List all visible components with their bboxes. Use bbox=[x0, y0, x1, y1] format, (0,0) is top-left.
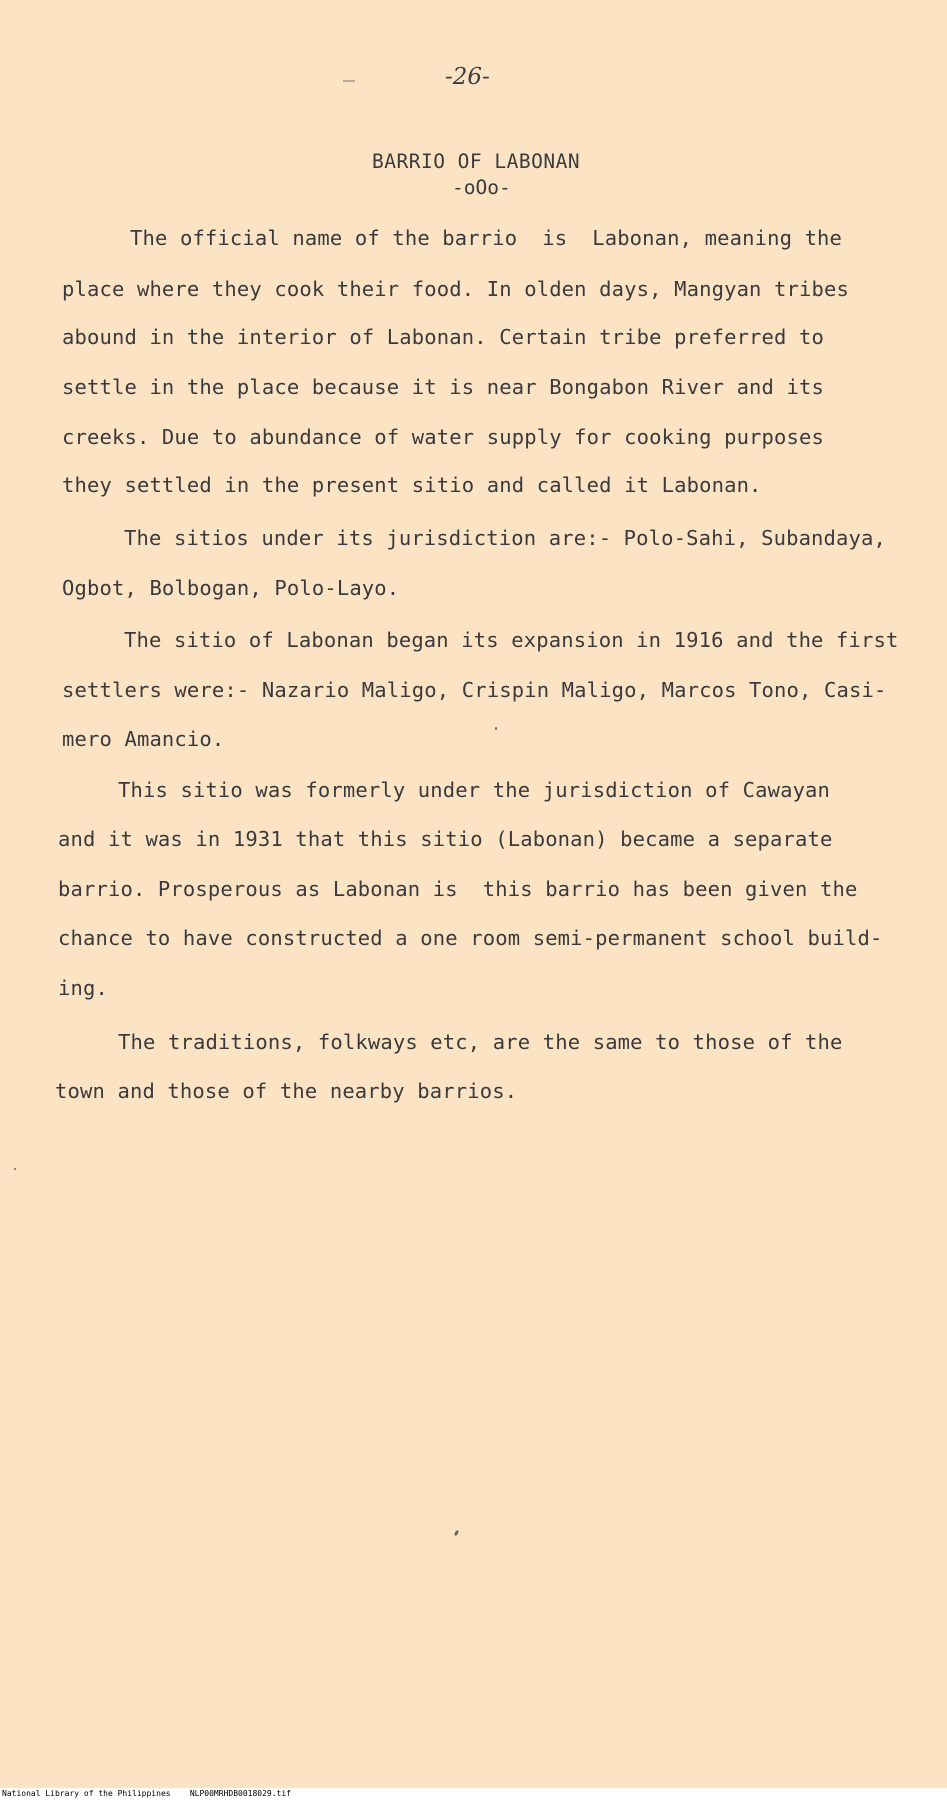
text-line: The official name of the barrio is Labonan, meaning the bbox=[130, 226, 843, 250]
text-line: The traditions, folkways etc, are the same to those of the bbox=[118, 1030, 843, 1054]
text-line: The sitio of Labonan began its expansion in 1916 and the first bbox=[124, 628, 899, 652]
text-line: and it was in 1931 that this sitio (Labonan) became a separate bbox=[58, 827, 833, 851]
ink-speck bbox=[14, 1168, 16, 1170]
footer-caption bbox=[2, 1789, 291, 1798]
footer-library: National Library of the Philippines bbox=[2, 1789, 171, 1798]
text-line: Ogbot, Bolbogan, Polo-Layo. bbox=[62, 576, 400, 600]
text-line: The sitios under its jurisdiction are:- Polo-Sahi, Subandaya, bbox=[124, 526, 887, 550]
stray-mark bbox=[343, 80, 355, 82]
text-line: settle in the place because it is near Bongabon River and its bbox=[62, 375, 825, 399]
ink-speck bbox=[454, 1530, 460, 1537]
page-number: -26- bbox=[445, 64, 490, 90]
ink-speck bbox=[495, 727, 497, 730]
document-title: BARRIO OF LABONAN bbox=[372, 150, 581, 173]
text-line: barrio. Prosperous as Labonan is this barrio has been given the bbox=[58, 877, 858, 901]
text-line: This sitio was formerly under the jurisdiction of Cawayan bbox=[118, 778, 831, 802]
text-line: chance to have constructed a one room semi-permanent school build- bbox=[58, 926, 883, 950]
text-line: abound in the interior of Labonan. Certain tribe preferred to bbox=[62, 325, 825, 349]
text-line: settlers were:- Nazario Maligo, Crispin Maligo, Marcos Tono, Casi- bbox=[62, 678, 887, 702]
footer-file: NLP00MRHDB0018029.tif bbox=[189, 1789, 291, 1798]
text-line: ing. bbox=[58, 976, 108, 1000]
title-ornament: -oOo- bbox=[452, 176, 511, 199]
text-line: town and those of the nearby barrios. bbox=[55, 1079, 518, 1103]
text-line: place where they cook their food. In olden days, Mangyan tribes bbox=[62, 277, 849, 301]
text-line: creeks. Due to abundance of water supply for cooking purposes bbox=[62, 425, 825, 449]
text-line: they settled in the present sitio and called it Labonan. bbox=[62, 473, 762, 497]
text-line: mero Amancio. bbox=[62, 727, 225, 751]
